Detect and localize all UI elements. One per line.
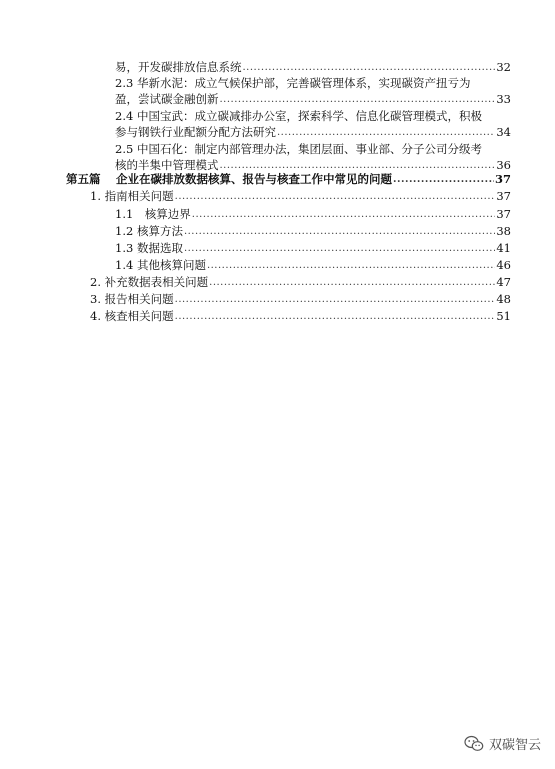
toc-entry-label: 1.4 其他核算问题 bbox=[115, 258, 206, 272]
toc-entry-label: 盈，尝试碳金融创新 bbox=[115, 92, 219, 106]
toc-entry-label: 2.3 华新水泥：成立气候保护部，完善碳管理体系，实现碳资产扭亏为 bbox=[115, 76, 471, 90]
toc-entry-label: 参与钢铁行业配额分配方法研究 bbox=[115, 125, 276, 139]
toc-page-number: 38 bbox=[496, 224, 511, 238]
toc-page-number: 37 bbox=[496, 207, 511, 221]
leader-dots bbox=[220, 94, 496, 106]
leader-dots bbox=[184, 226, 495, 238]
toc-page-number: 41 bbox=[496, 241, 511, 255]
toc-page-number: 32 bbox=[496, 60, 511, 74]
toc-page-number: 51 bbox=[496, 309, 511, 323]
leader-dots bbox=[175, 311, 496, 323]
toc-entry bbox=[115, 239, 511, 255]
toc-entry-label: 1.2 核算方法 bbox=[115, 224, 183, 238]
toc-entry bbox=[90, 307, 511, 323]
toc-page-number: 48 bbox=[496, 292, 511, 306]
toc-entry-label: 2.4 中国宝武：成立碳减排办公室，探索科学、信息化碳管理模式，积极 bbox=[115, 109, 482, 123]
leader-dots bbox=[175, 191, 496, 203]
leader-dots bbox=[207, 260, 495, 272]
toc-page-number: 36 bbox=[496, 158, 511, 172]
toc-entry-label: 1.1 核算边界 bbox=[115, 207, 191, 221]
leader-dots bbox=[277, 127, 495, 139]
toc-entry bbox=[90, 290, 511, 306]
toc-entry bbox=[115, 256, 511, 272]
toc-entry-label: 3. 报告相关问题 bbox=[90, 292, 174, 306]
toc-entry-label: 核的半集中管理模式 bbox=[115, 158, 219, 172]
leader-dots bbox=[184, 243, 495, 255]
leader-dots bbox=[243, 62, 496, 74]
toc-entry bbox=[90, 273, 511, 289]
watermark-text: 双碳智云 bbox=[488, 738, 541, 753]
toc-entry-label: 第五篇 企业在碳排放数据核算、报告与核查工作中常见的问题 bbox=[66, 172, 393, 186]
wechat-icon bbox=[464, 735, 484, 752]
toc-page-number: 34 bbox=[496, 125, 511, 139]
toc-entry-label: 4. 核查相关问题 bbox=[90, 309, 174, 323]
toc-page-number: 37 bbox=[496, 189, 511, 203]
toc-entry bbox=[115, 90, 511, 106]
toc-page-number: 46 bbox=[496, 258, 511, 272]
toc-part-heading bbox=[66, 170, 511, 186]
leader-dots bbox=[393, 174, 494, 186]
toc-entry bbox=[115, 222, 511, 238]
toc-entry-label: 1. 指南相关问题 bbox=[90, 189, 174, 203]
toc-entry-label: 易，开发碳排放信息系统 bbox=[115, 60, 242, 74]
toc-page-number: 47 bbox=[496, 275, 511, 289]
toc-entry-label: 2. 补充数据表相关问题 bbox=[90, 275, 209, 289]
toc-entry-label: 1.3 数据选取 bbox=[115, 241, 183, 255]
leader-dots bbox=[209, 277, 495, 289]
leader-dots bbox=[175, 294, 496, 306]
toc-entry bbox=[115, 123, 511, 139]
toc-entry bbox=[115, 58, 511, 74]
toc-entry-label: 2.5 中国石化：制定内部管理办法，集团层面、事业部、分子公司分级考 bbox=[115, 142, 482, 156]
toc-page-number: 33 bbox=[496, 92, 511, 106]
watermark bbox=[464, 734, 541, 753]
toc-entry bbox=[115, 205, 511, 221]
toc-entry bbox=[90, 187, 511, 203]
leader-dots bbox=[192, 209, 496, 221]
toc-page-number: 37 bbox=[494, 172, 511, 186]
